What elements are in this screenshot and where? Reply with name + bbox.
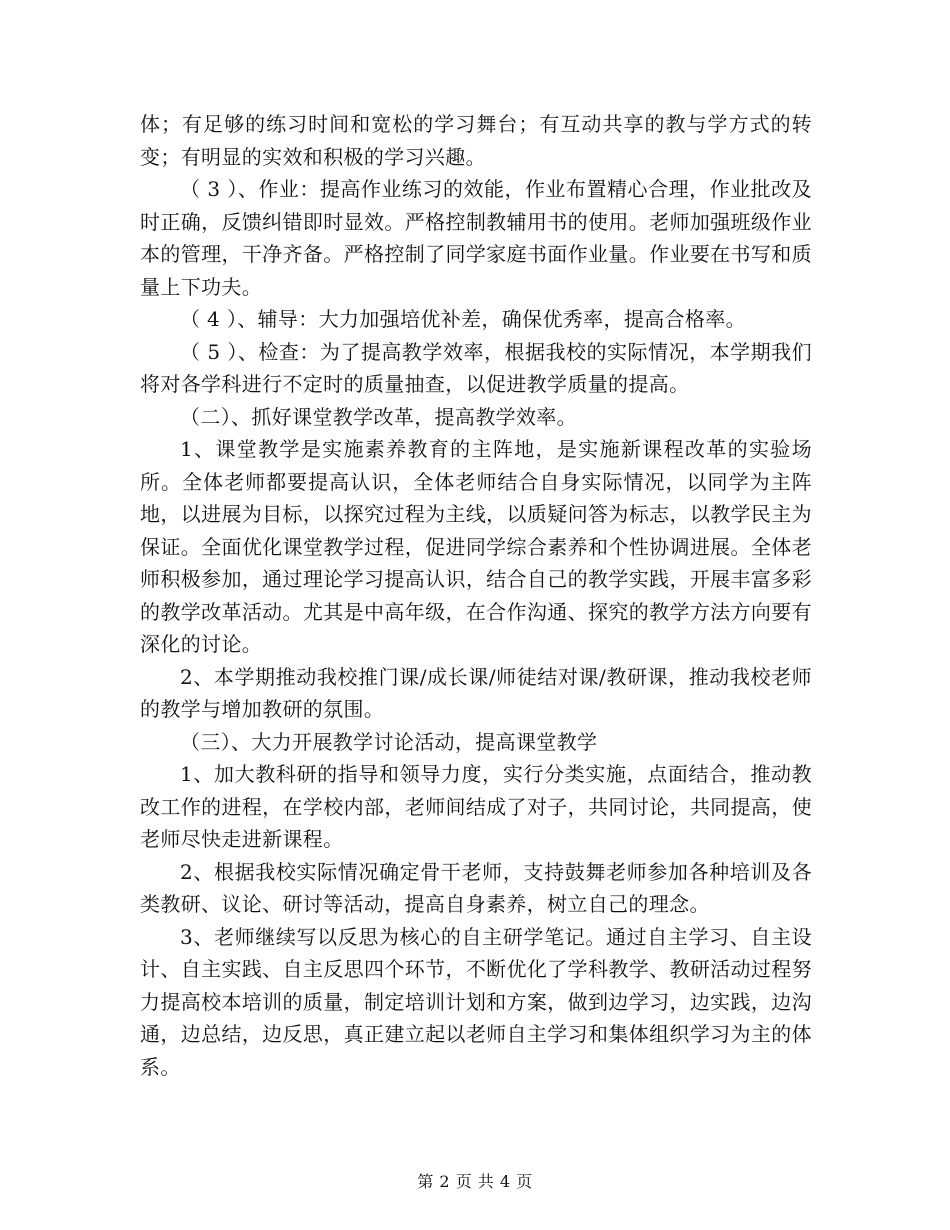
document-body	[140, 108, 812, 1083]
paragraph-continuation: 体；有足够的练习时间和宽松的学习舞台；有互动共享的教与学方式的转变；有明显的实效和积极的学习兴趣。	[140, 112, 812, 169]
section-heading-classroom-reform: （二）、抓好课堂教学改革，提高教学效率。	[180, 404, 577, 429]
paragraph-classroom-teaching: 1、课堂教学是实施素养教育的主阵地，是实施新课程改革的实验场所。全体老师都要提高认识，全体老师结合自身实际情况，以同学为主阵地，以进展为目标，以探究过程为主线，以质疑问答为标志，以教学民主为保证。全面优化课堂教学过程，促进同学综合素养和个性协调进展。全体老师积极参加，通过理论学习提高认识，结合自己的教学实践，开展丰富多彩的教学改革活动。尤其是中高年级，在合作沟通、探究的教学方法方向要有深化的讨论。	[140, 437, 812, 656]
page-number-footer: 第 2 页 共 4 页	[417, 1172, 533, 1191]
paragraph-inspection: （ 5 ）、检查：为了提高教学效率，根据我校的实际情况，本学期我们将对各学科进行不定时的质量抽查，以促进教学质量的提高。	[140, 339, 812, 396]
paragraph-open-classes: 2、本学期推动我校推门课/成长课/师徒结对课/教研课，推动我校老师的教学与增加教研的氛围。	[140, 664, 812, 721]
paragraph-research-guidance: 1、加大教科研的指导和领导力度，实行分类实施，点面结合，推动教改工作的进程，在学校内部，老师间结成了对子，共同讨论，共同提高，使老师尽快走进新课程。	[140, 762, 812, 851]
paragraph-backbone-teachers: 2、根据我校实际情况确定骨干老师，支持鼓舞老师参加各种培训及各类教研、议论、研讨等活动，提高自身素养，树立自己的理念。	[140, 859, 812, 916]
paragraph-reflection-notes: 3、老师继续写以反思为核心的自主研学笔记。通过自主学习、自主设计、自主实践、自主反思四个环节，不断优化了学科教学、教研活动过程努力提高校本培训的质量，制定培训计划和方案，做到边学习，边实践，边沟通，边总结，边反思，真正建立起以老师自主学习和集体组织学习为主的体系。	[140, 924, 812, 1079]
paragraph-tutoring: （ 4 ）、辅导：大力加强培优补差，确保优秀率，提高合格率。	[180, 307, 746, 331]
paragraph-homework: （ 3 ）、作业：提高作业练习的效能，作业布置精心合理，作业批改及时正确，反馈纠错即时显效。严格控制教辅用书的使用。老师加强班级作业本的管理，干净齐备。严格控制了同学家庭书面作业量。作业要在书写和质量上下功夫。	[140, 177, 812, 299]
section-heading-teaching-research: （三）、大力开展教学讨论活动，提高课堂教学	[180, 729, 598, 754]
